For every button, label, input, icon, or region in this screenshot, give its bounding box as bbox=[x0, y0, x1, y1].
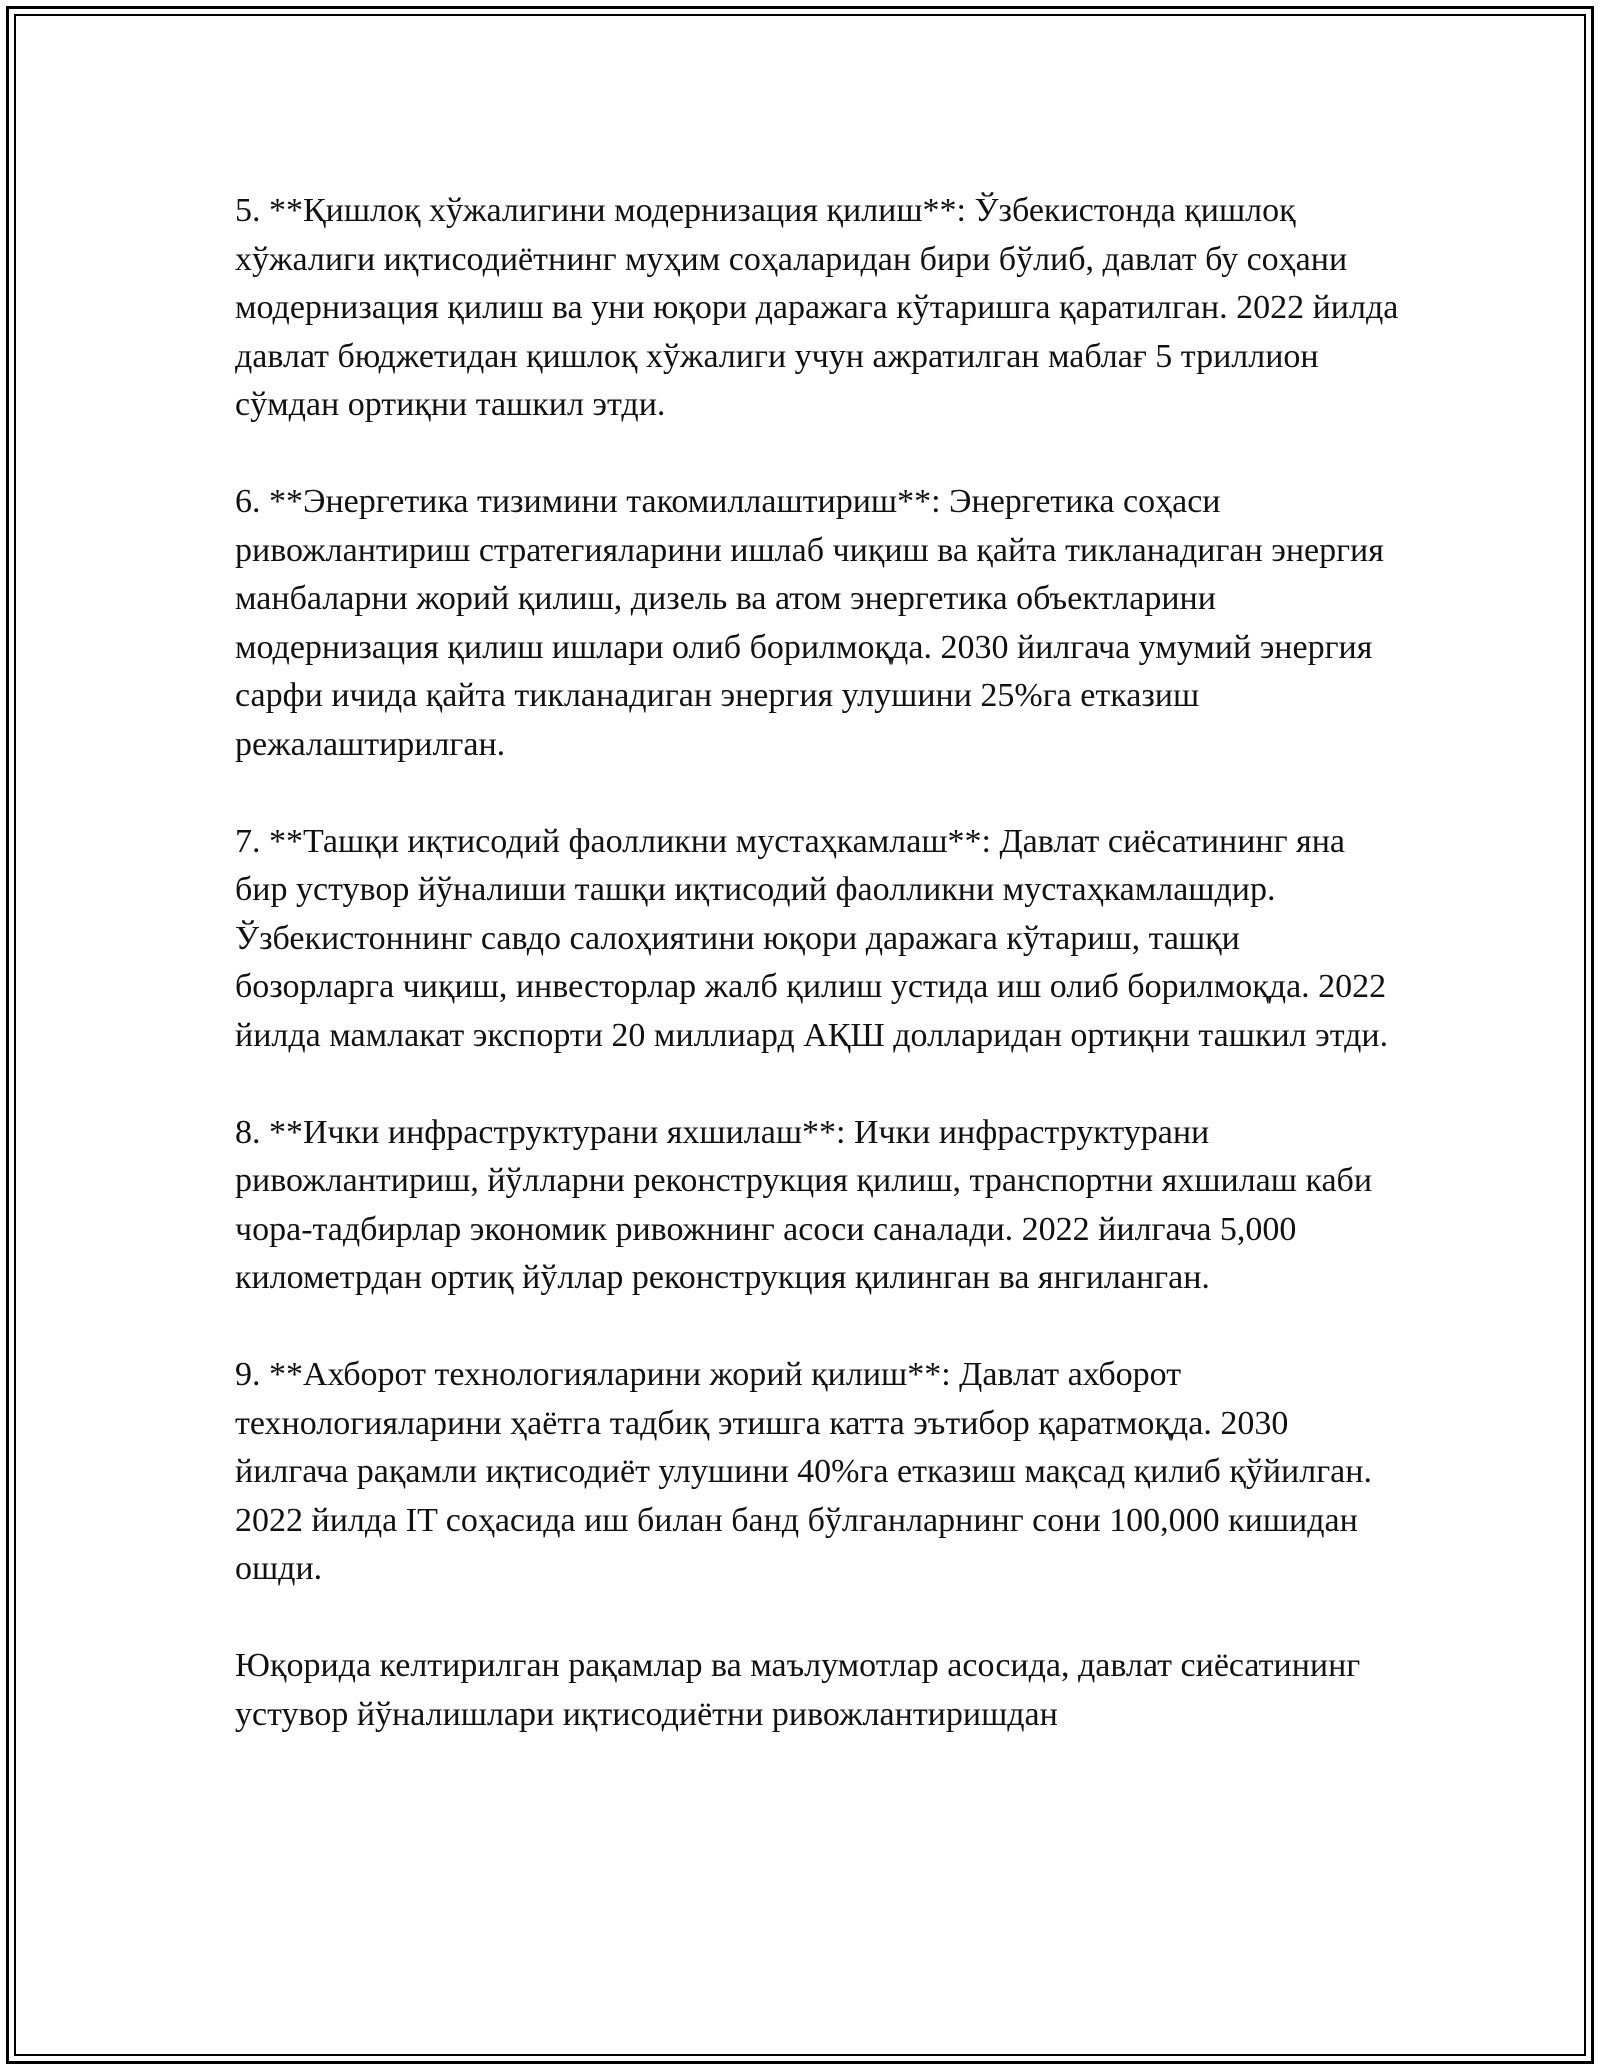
paragraph-infrastructure: 8. **Ички инфраструктурани яхшилаш**: Ички инфраструктурани ривожлантириш, йўлларни реконструкция қилиш, транспортни яхшилаш каби чора-тадбирлар экономик ривожнинг асоси саналади. 2022 йилгача 5,000 километрдан ортиқ йўллар реконструкция қилинган ва янгиланган. bbox=[235, 1113, 1373, 1296]
paragraph-agriculture: 5. **Қишлоқ хўжалигини модернизация қилиш**: Ўзбекистонда қишлоқ хўжалиги иқтисодиётнинг муҳим соҳаларидан бири бўлиб, давлат бу соҳани модернизация қилиш ва уни юқори даражага кўтаришга қаратилган. 2022 йилда давлат бюджетидан қишлоқ хўжалиги учун ажратилган маблағ 5 триллион сўмдан ортиқни ташкил этди. bbox=[235, 192, 1399, 423]
document-body bbox=[235, 187, 1400, 1739]
paragraph-conclusion: Юқорида келтирилган рақамлар ва маълумотлар асосида, давлат сиёсатининг устувор йўналишлари иқтисодиётни ривожлантиришдан bbox=[235, 1647, 1361, 1733]
paragraph-it: 9. **Ахборот технологияларини жорий қилиш**: Давлат ахборот технологияларини ҳаётга тадбиқ этишга катта эътибор қаратмоқда. 2030 йилгача рақамли иқтисодиёт улушини 40%га етказиш мақсад қилиб қўйилган. 2022 йилда IT соҳасида иш билан банд бўлганларнинг сони 100,000 кишидан ошди. bbox=[235, 1356, 1372, 1587]
paragraph-foreign-economy: 7. **Ташқи иқтисодий фаолликни мустаҳкамлаш**: Давлат сиёсатининг яна бир устувор йўналиши ташқи иқтисодий фаолликни мустаҳкамлашдир. Ўзбекистоннинг савдо салоҳиятини юқори даражага кўтариш, ташқи бозорларга чиқиш, инвесторлар жалб қилиш устида иш олиб борилмоқда. 2022 йилда мамлакат экспорти 20 миллиард АҚШ долларидан ортиқни ташкил этди. bbox=[235, 822, 1389, 1054]
paragraph-energy: 6. **Энергетика тизимини такомиллаштириш**: Энергетика соҳаси ривожлантириш стратегияларини ишлаб чиқиш ва қайта тикланадиган энергия манбаларни жорий қилиш, дизель ва атом энергетика объектларини модернизация қилиш ишлари олиб борилмоқда. 2030 йилгача умумий энергия сарфи ичида қайта тикланадиган энергия улушини 25%га етказиш режалаштирилган. bbox=[235, 483, 1384, 763]
